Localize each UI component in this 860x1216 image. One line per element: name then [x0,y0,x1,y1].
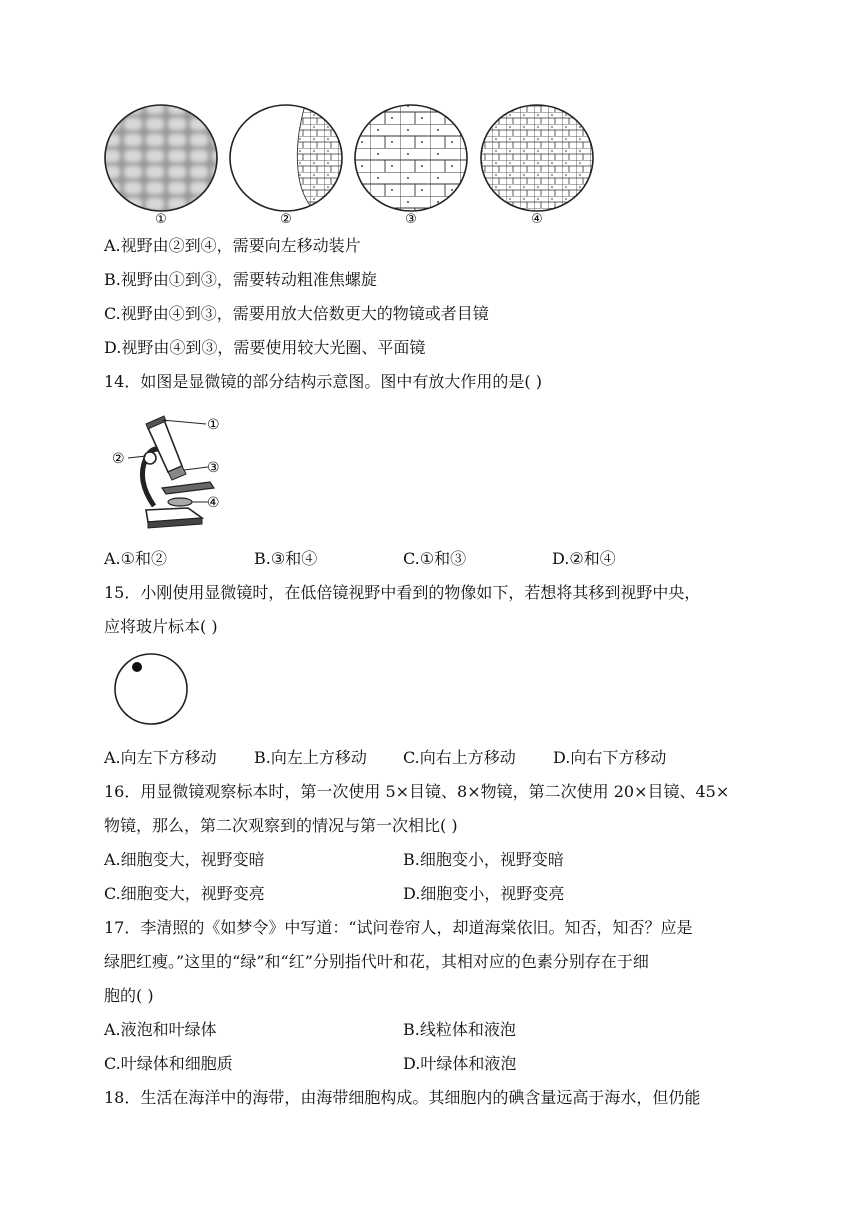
microscope-label-2: ② [112,451,125,467]
q13-option-a: A.视野由②到④，需要向左移动装片 [104,236,361,255]
q15-stem-line2: 应将玻片标本( ) [104,617,218,636]
q16-option-c: C.细胞变大，视野变亮 [104,884,265,903]
q17-stem-line3: 胞的( ) [104,986,154,1005]
q16-option-b: B.细胞变小，视野变暗 [403,850,564,869]
q14-option-b: B.③和④ [254,549,318,568]
q14-option-d: D.②和④ [552,549,616,568]
q16-stem-line2: 物镜，那么，第二次观察到的情况与第一次相比( ) [104,816,458,835]
field-circle-3 [350,100,480,220]
q17-stem-line2: 绿肥红瘦。”这里的“绿”和“红”分别指代叶和花，其相对应的色素分别存在于细 [104,952,649,971]
q15-option-d: D.向右下方移动 [553,748,667,767]
q14-option-c: C.①和③ [403,549,467,568]
q17-stem-line1: 17．李清照的《如梦令》中写道：“试问卷帘人，却道海棠依旧。知否，知否？应是 [104,918,693,937]
field-label-3: ③ [405,212,417,227]
microscope-fields-figure [100,100,610,230]
q17-option-b: B.线粒体和液泡 [403,1020,516,1039]
q15-option-c: C.向右上方移动 [403,748,516,767]
q17-option-c: C.叶绿体和细胞质 [104,1054,233,1073]
q16-option-d: D.细胞变小，视野变亮 [403,884,565,903]
microscope-label-4: ④ [207,495,220,511]
microscope-diagram [110,410,240,535]
field-label-2: ② [280,212,292,227]
q14-stem: 14．如图是显微镜的部分结构示意图。图中有放大作用的是( ) [104,372,542,391]
q16-stem-line1: 16．用显微镜观察标本时，第一次使用 5×目镜、8×物镜，第二次使用 20×目镜、45× [104,782,730,801]
q18-stem-line1: 18．生活在海洋中的海带，由海带细胞构成。其细胞内的碘含量远高于海水，但仍能 [104,1088,701,1107]
field-label-1: ① [155,212,167,227]
q15-option-b: B.向左上方移动 [254,748,367,767]
q15-option-a: A.向左下方移动 [104,748,217,767]
q15-stem-line1: 15．小刚使用显微镜时，在低倍镜视野中看到的物像如下，若想将其移到视野中央， [104,583,701,602]
field-circle-2 [230,105,350,212]
field-label-4: ④ [531,212,543,227]
q13-option-b: B.视野由①到③，需要转动粗准焦螺旋 [104,270,377,289]
field-circle-4 [475,100,605,220]
q17-option-a: A.液泡和叶绿体 [104,1020,217,1039]
q16-option-a: A.细胞变大，视野变暗 [104,850,265,869]
field-circle-1 [100,100,230,220]
q17-option-d: D.叶绿体和液泡 [403,1054,517,1073]
microscope-label-3: ③ [207,460,220,476]
q13-option-c: C.视野由④到③，需要用放大倍数更大的物镜或者目镜 [104,304,489,323]
microscope-label-1: ① [207,417,220,433]
view-field-figure [112,652,192,728]
q14-option-a: A.①和② [104,549,167,568]
q13-option-d: D.视野由④到③，需要使用较大光圈、平面镜 [104,338,426,357]
